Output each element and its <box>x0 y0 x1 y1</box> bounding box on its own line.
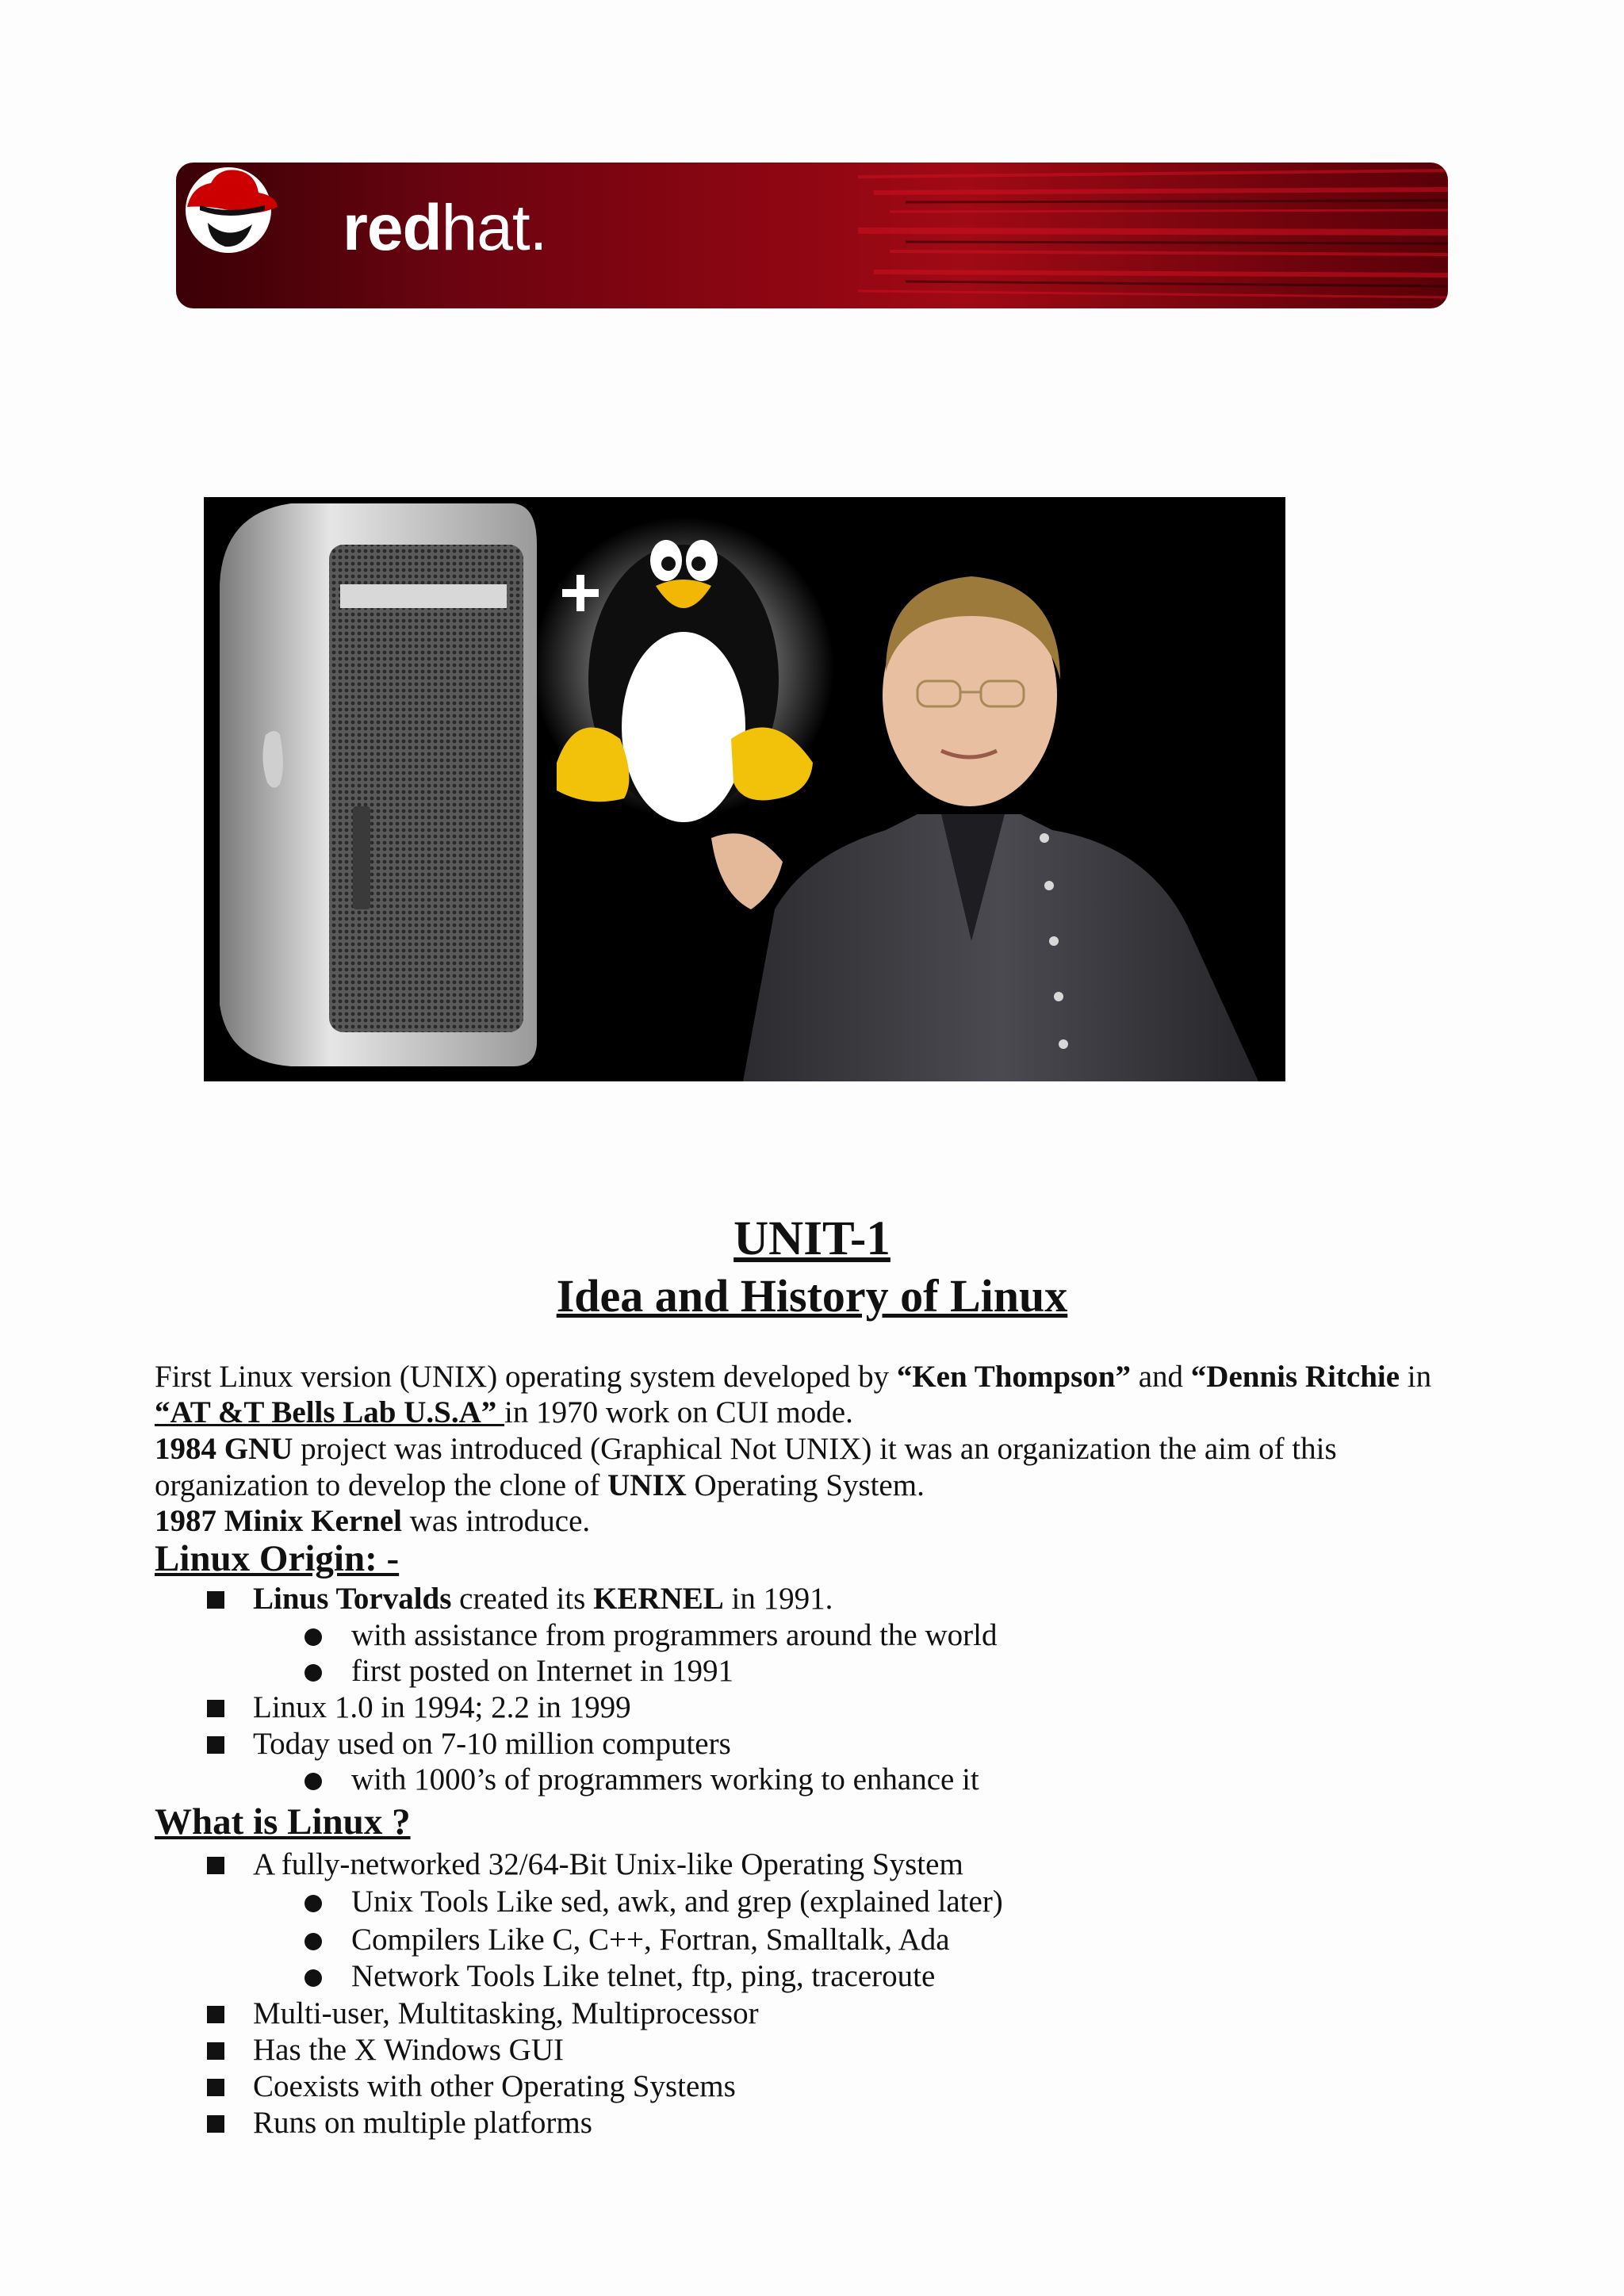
bullet-square <box>207 2079 224 2096</box>
what-item-4: Coexists with other Operating Systems <box>253 2069 736 2103</box>
bullet-square <box>207 1736 224 1754</box>
origin-item-3: Today used on 7-10 million computers <box>253 1727 731 1761</box>
bullet-square <box>207 2115 224 2133</box>
what-is-linux-heading: What is Linux ? <box>155 1801 411 1843</box>
what-item-1: A fully-networked 32/64-Bit Unix-like Operating System <box>253 1847 963 1881</box>
intro-line-2: “AT &T Bells Lab U.S.A” in 1970 work on CUI mode. <box>155 1395 853 1429</box>
redhat-wordmark: redhat. <box>343 192 547 264</box>
intro-line-1: First Linux version (UNIX) operating system developed by “Ken Thompson” and “Dennis Ritchie in <box>155 1360 1432 1394</box>
linux-origin-heading: Linux Origin: - <box>155 1538 400 1579</box>
origin-sub-1: with assistance from programmers around the world <box>351 1618 998 1652</box>
bullet-square <box>207 2006 224 2023</box>
page-subtitle: Idea and History of Linux <box>556 1270 1068 1322</box>
bullet-square <box>207 2042 224 2060</box>
bullet-dot <box>304 1969 322 1987</box>
origin-item-1: Linus Torvalds created its KERNEL in 1991. <box>253 1582 833 1616</box>
origin-sub-3: with 1000’s of programmers working to enhance it <box>351 1762 979 1797</box>
shadowman-logo <box>176 163 287 254</box>
what-sub-1: Unix Tools Like sed, awk, and grep (explained later) <box>351 1885 1003 1919</box>
what-item-5: Runs on multiple platforms <box>253 2106 592 2140</box>
page-title: UNIT-1 <box>733 1212 891 1265</box>
origin-sub-2: first posted on Internet in 1991 <box>351 1654 733 1688</box>
bullet-dot <box>304 1628 322 1646</box>
bullet-square <box>207 1700 224 1717</box>
bullet-dot <box>304 1895 322 1912</box>
redhat-banner <box>176 163 1448 308</box>
bullet-dot <box>304 1664 322 1682</box>
photo-illustration <box>204 497 1285 1081</box>
tux-penguin <box>533 517 834 822</box>
what-item-2: Multi-user, Multitasking, Multiprocessor <box>253 1996 759 2030</box>
what-sub-2: Compilers Like C, C++, Fortran, Smalltalk, Ada <box>351 1923 950 1957</box>
what-item-3: Has the X Windows GUI <box>253 2033 564 2067</box>
bullet-square <box>207 1591 224 1609</box>
bullet-dot <box>304 1773 322 1790</box>
bullet-dot <box>304 1933 322 1950</box>
what-sub-3: Network Tools Like telnet, ftp, ping, traceroute <box>351 1959 936 1993</box>
bullet-square <box>207 1857 224 1874</box>
mac-pro-tower <box>220 503 537 1066</box>
linux-illustration <box>204 497 1285 1081</box>
intro-line-4: organization to develop the clone of UNIX Operating System. <box>155 1468 925 1502</box>
intro-line-3: 1984 GNU project was introduced (Graphical Not UNIX) it was an organization the aim of this <box>155 1432 1337 1466</box>
origin-item-2: Linux 1.0 in 1994; 2.2 in 1999 <box>253 1690 631 1724</box>
intro-line-5: 1987 Minix Kernel was introduce. <box>155 1504 591 1538</box>
